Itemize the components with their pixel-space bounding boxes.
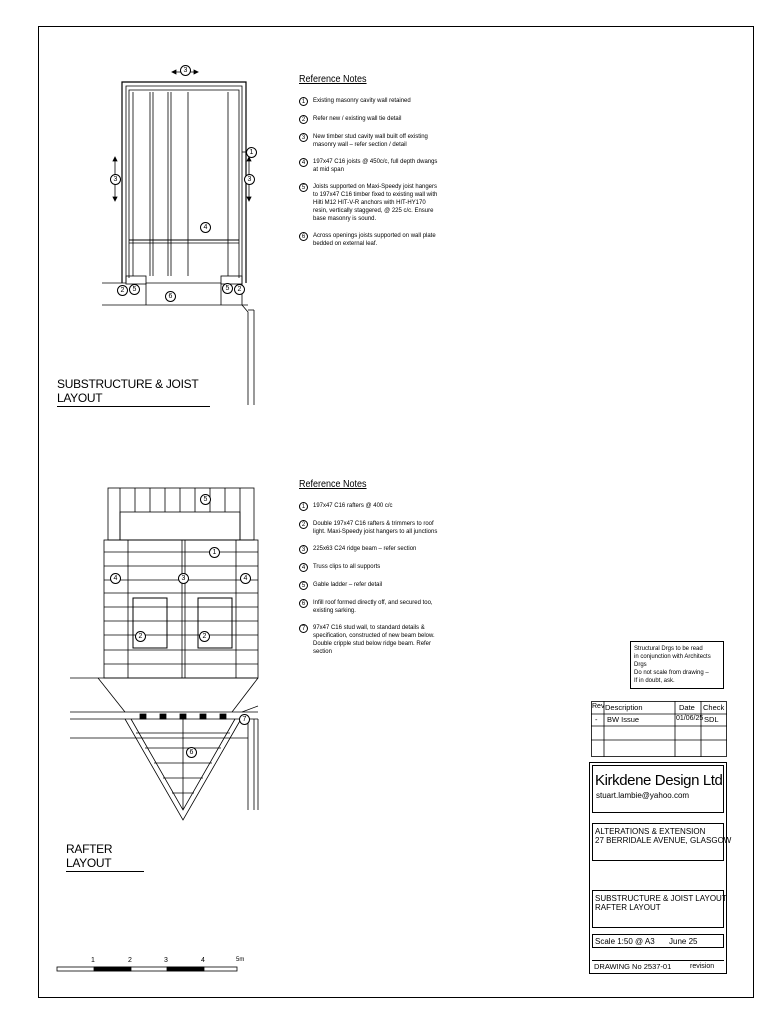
marker-r2-left: 2	[135, 631, 146, 642]
marker-2-right: 2	[234, 284, 245, 295]
substructure-notes	[299, 74, 449, 257]
rev-header-description: Description	[605, 703, 643, 712]
note-number: 3	[299, 545, 308, 554]
scale-label-2: 2	[128, 957, 132, 964]
scale-text: Scale 1:50 @ A3	[595, 937, 655, 946]
project-line-2: 27 BERRIDALE AVENUE, GLASGOW	[595, 836, 732, 845]
note-text: 225x63 C24 ridge beam – refer section	[313, 545, 417, 552]
note-item	[299, 115, 449, 124]
rafter-plan	[70, 488, 258, 820]
date-text: June 25	[669, 937, 698, 946]
marker-r3: 3	[178, 573, 189, 584]
marker-r1: 1	[209, 547, 220, 558]
marker-r4-left: 4	[110, 573, 121, 584]
drawing-number-box	[592, 960, 724, 972]
marker-6: 6	[165, 291, 176, 302]
note-item	[299, 133, 449, 149]
marker-3-right: 3	[244, 174, 255, 185]
note-item	[299, 232, 449, 248]
note-number: 1	[299, 502, 308, 511]
marker-3-left: 3	[110, 174, 121, 185]
scale-label-5m: 5m	[236, 957, 245, 963]
marker-r2-right: 2	[199, 631, 210, 642]
note-text: New timber stud cavity wall built off existing masonry wall – refer section / detail	[313, 133, 428, 148]
drawing-line-2: RAFTER LAYOUT	[595, 903, 661, 912]
note-text: Joists supported on Maxi-Speedy joist hangers to 197x47 C16 timber fixed to existing wall with Hilti M12 HIT-V-R anchors with HIT-HY170 resin, vertically staggered, @ 225 c/c. Ensure base masonry is sound.	[313, 183, 438, 222]
rev-header-rev: Rev	[592, 703, 605, 710]
note-number: 2	[299, 115, 308, 124]
note-item	[299, 158, 449, 174]
rafter-notes	[299, 479, 449, 665]
note-number: 4	[299, 563, 308, 572]
marker-r4-right: 4	[240, 573, 251, 584]
revision-table	[591, 701, 727, 757]
substructure-plan	[102, 70, 254, 405]
marker-3-top: 3	[180, 65, 191, 76]
note-item	[299, 545, 449, 554]
rev-row-check: SDL	[704, 715, 719, 724]
note-item	[299, 581, 449, 590]
note-text: Infill roof formed directly off, and secured too, existing sarking.	[313, 599, 433, 614]
marker-5-left: 5	[129, 284, 140, 295]
scale-label-3: 3	[164, 957, 168, 964]
note-text: Gable ladder – refer detail	[313, 581, 383, 588]
note-text: 97x47 C16 stud wall, to standard details & specification, constructed of new beam below. Double cripple stud below ridge beam. Refer section	[313, 624, 435, 655]
note-number: 5	[299, 183, 308, 192]
note-number: 7	[299, 624, 308, 633]
note-text: Truss clips to all supports	[313, 563, 381, 570]
company-name: Kirkdene Design Ltd	[595, 772, 723, 789]
project-line-1: ALTERATIONS & EXTENSION	[595, 827, 706, 836]
note-item	[299, 599, 449, 615]
marker-2-left: 2	[117, 285, 128, 296]
rev-header-check: Check	[703, 703, 725, 712]
note-item	[299, 563, 449, 572]
rev-row-date: 01/06/25	[676, 715, 704, 722]
note-text: Existing masonry cavity wall retained	[313, 97, 411, 104]
notes-heading: Reference Notes	[299, 479, 367, 490]
drawing-title-box	[592, 890, 727, 928]
note-item	[299, 183, 449, 223]
title-block	[589, 762, 732, 974]
note-number: 6	[299, 599, 308, 608]
revision-label: revision	[690, 963, 715, 970]
marker-5-right: 5	[222, 283, 233, 294]
note-item	[299, 520, 449, 536]
notice-line-4: If in doubt, ask.	[634, 678, 675, 684]
scale-label-1: 1	[91, 957, 95, 964]
note-item	[299, 97, 449, 106]
scale-label-4: 4	[201, 957, 205, 964]
notice-box	[630, 641, 724, 689]
note-text: Double 197x47 C16 rafters & trimmers to roof light. Maxi-Speedy joist hangers to all junctions	[313, 520, 438, 535]
rev-row-description: BW Issue	[607, 715, 640, 724]
marker-r5: 5	[200, 494, 211, 505]
project-box	[592, 823, 732, 861]
rev-row-rev: -	[595, 715, 598, 724]
substructure-title: SUBSTRUCTURE & JOIST LAYOUT	[57, 377, 210, 407]
marker-r7: 7	[239, 714, 250, 725]
note-number: 1	[299, 97, 308, 106]
note-number: 4	[299, 158, 308, 167]
marker-1: 1	[246, 147, 257, 158]
drawing-number: DRAWING No 2537-01	[594, 962, 672, 971]
note-text: Across openings joists supported on wall plate bedded on external leaf.	[313, 232, 436, 247]
note-number: 3	[299, 133, 308, 142]
marker-4: 4	[200, 222, 211, 233]
note-number: 2	[299, 520, 308, 529]
scale-box	[592, 934, 724, 948]
note-number: 6	[299, 232, 308, 241]
note-text: 197x47 C16 joists @ 450c/c, full depth dwangs at mid span	[313, 158, 438, 173]
note-text: 197x47 C16 rafters @ 400 c/c	[313, 502, 393, 509]
note-item	[299, 502, 449, 511]
drawing-line-1: SUBSTRUCTURE & JOIST LAYOUT	[595, 894, 727, 903]
company-box	[592, 765, 724, 813]
marker-r6: 6	[186, 747, 197, 758]
scale-bar	[57, 967, 237, 971]
rev-header-date: Date	[679, 703, 695, 712]
notes-heading: Reference Notes	[299, 74, 367, 85]
note-text: Refer new / existing wall tie detail	[313, 115, 402, 122]
company-email: stuart.lambie@yahoo.com	[596, 791, 690, 800]
notice-line-2: in conjunction with Architects Drgs	[634, 654, 711, 668]
note-item	[299, 624, 449, 656]
notice-line-3: Do not scale from drawing –	[634, 670, 709, 676]
note-number: 5	[299, 581, 308, 590]
notice-line-1: Structural Drgs to be read	[634, 646, 703, 652]
rafter-title: RAFTER LAYOUT	[66, 842, 144, 872]
